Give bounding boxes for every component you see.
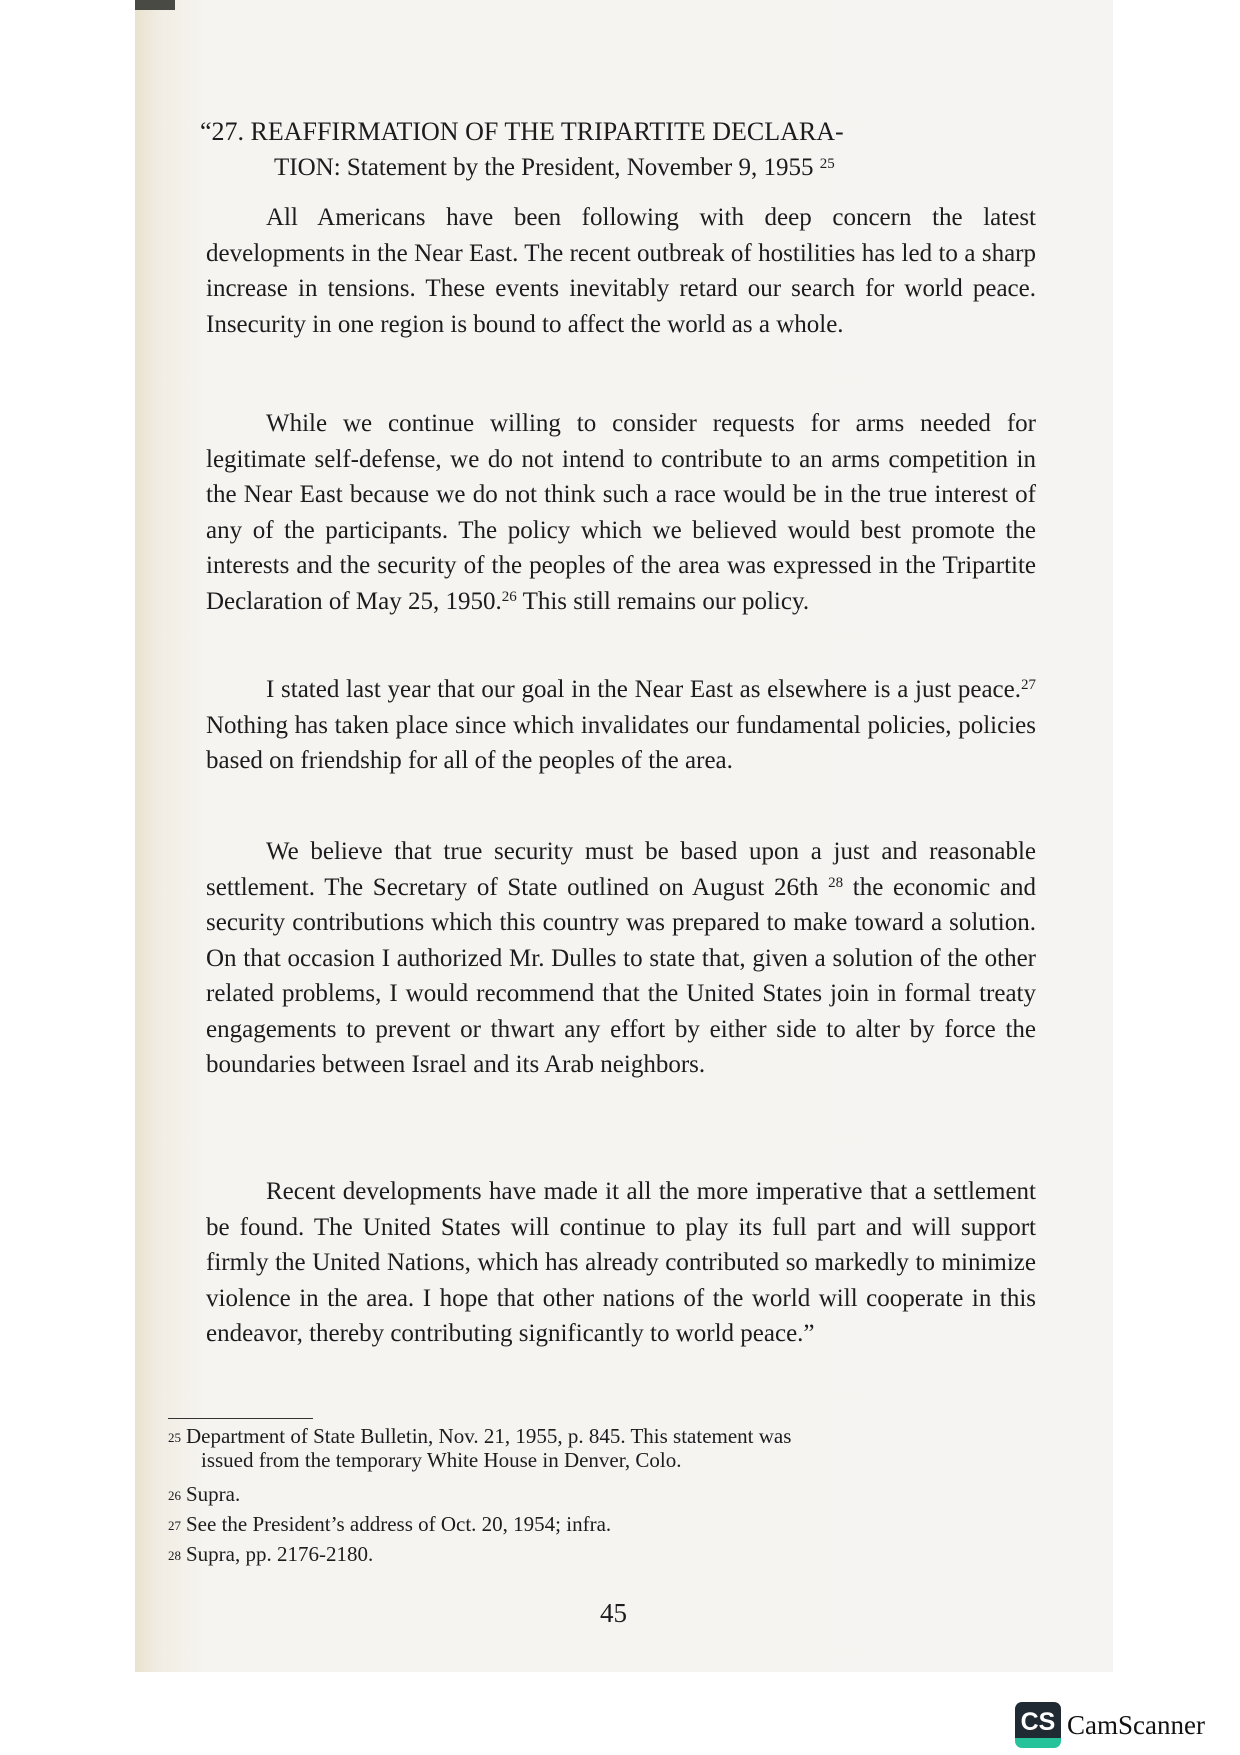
page-number: 45 — [600, 1598, 627, 1628]
footnote-ref: 26 — [501, 588, 517, 605]
footnote-number: 25 — [168, 1430, 181, 1445]
footnote-text: issued from the temporary White House in Denver, Colo. — [201, 1448, 682, 1472]
camscanner-watermark — [1015, 1702, 1205, 1748]
heading-line-1: “27. REAFFIRMATION OF THE TRIPARTITE DECLARA- — [200, 117, 844, 146]
camscanner-logo-icon: CS — [1015, 1702, 1061, 1748]
footnote-divider — [168, 1418, 313, 1419]
paragraph-2 — [206, 406, 1036, 619]
footnote-text: Department of State Bulletin, Nov. 21, 1955, p. 845. This statement was — [186, 1424, 792, 1448]
section-heading — [200, 114, 1035, 186]
footnote-text: Supra. — [186, 1482, 241, 1506]
heading-line-2: TION: Statement by the President, November 9, 1955 — [274, 154, 814, 181]
footnote-28 — [168, 1542, 1048, 1566]
footnote-number: 26 — [168, 1488, 181, 1503]
paragraph-text: Nothing has taken place since which invalidates our fundamental policies, policies based on friendship for all of the peoples of the area. — [206, 711, 1036, 774]
footnote-27 — [168, 1512, 1048, 1536]
paragraph-text: While we continue willing to consider requests for arms needed for legitimate self-defense, we do not intend to contribute to an arms competition in the Near East because we do not think such a race would be in the true interest of any of the participants. The policy which we believed would best promote the interests and the security of the peoples of the area was expressed in the Tripartite Declaration of May 25, 1950. — [206, 410, 1036, 615]
paragraph-text: I stated last year that our goal in the Near East as elsewhere is a just peace. — [266, 676, 1021, 703]
footnote-ref: 25 — [819, 156, 835, 172]
footnote-text: See the President’s address of Oct. 20, 1954; infra. — [186, 1512, 612, 1536]
footnote-number: 27 — [168, 1518, 181, 1533]
footnote-25 — [168, 1424, 1048, 1472]
paragraph-5 — [206, 1174, 1036, 1352]
paragraph-text: We believe that true security must be based upon a just and reasonable settlement. The Secretary of State outlined on August 26th — [206, 838, 1036, 901]
footnote-26 — [168, 1482, 1048, 1506]
paragraph-3 — [206, 672, 1036, 779]
page-corner-shadow — [135, 0, 175, 10]
footnote-ref: 28 — [828, 874, 844, 891]
paragraph-text: Recent developments have made it all the more imperative that a settlement be found. The United States will continue to play its full part and will support firmly the United Nations, which has already contributed so markedly to minimize violence in the area. I hope that other nations of the world will cooperate in this endeavor, thereby contributing significantly to world peace.” — [206, 1178, 1036, 1347]
paragraph-text: the economic and security contributions which this country was prepared to make toward a solution. On that occasion I authorized Mr. Dulles to state that, given a solution of the other related problems, I would recommend that the United States join in formal treaty engagements to prevent or thwart any effort by either side to alter by force the boundaries between Israel and its Arab neighbors. — [206, 873, 1036, 1078]
paragraph-text: This still remains our policy. — [516, 587, 810, 615]
camscanner-label: CamScanner — [1067, 1709, 1205, 1740]
footnote-text: Supra, pp. 2176-2180. — [186, 1542, 374, 1566]
footnote-ref: 27 — [1021, 677, 1036, 693]
footnote-number: 28 — [168, 1548, 181, 1563]
paragraph-4 — [206, 834, 1036, 1083]
paragraph-1 — [206, 200, 1036, 342]
paragraph-text: All Americans have been following with deep concern the latest developments in the Near East. The recent outbreak of hostilities has led to a sharp increase in tensions. These events inevitably retard our search for world peace. Insecurity in one region is bound to affect the world as a whole. — [206, 204, 1036, 338]
